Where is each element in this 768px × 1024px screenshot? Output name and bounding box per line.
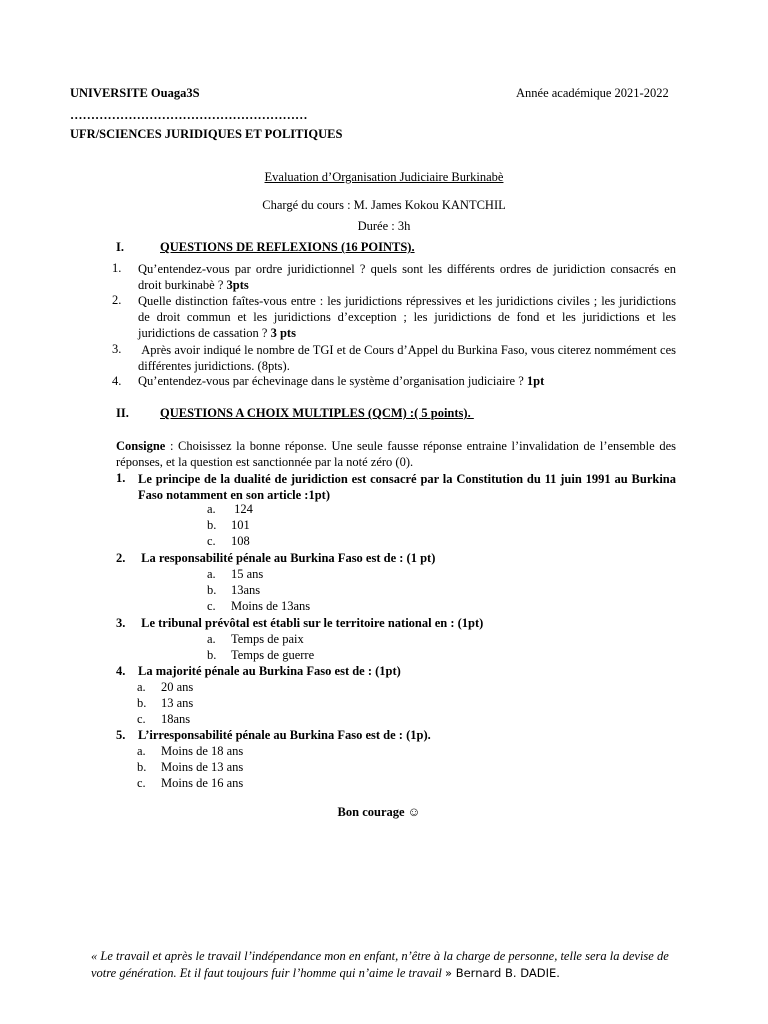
- mcq-1-question: Le principe de la dualité de juridiction est consacré par la Constitution du 11 juin 1991 au Burkina Faso notamment en son article :1pt): [138, 472, 676, 502]
- mcq-3-question: Le tribunal prévôtal est établi sur le territoire national en : (1pt): [138, 616, 484, 630]
- mcq-2-option-b-letter: b.: [207, 583, 217, 597]
- mcq-4-number: 4.: [116, 664, 126, 678]
- instructions-text: : Choisissez la bonne réponse. Une seule fausse réponse entraine l’invalidation de l’ensemble des réponses, et la question est sanctionnée par la noté zéro (0).: [116, 439, 680, 469]
- open-question-3-number: 3.: [112, 342, 122, 356]
- mcq-5-question: L’irresponsabilité pénale au Burkina Faso est de : (1p).: [138, 728, 431, 742]
- quote-text: « Le travail et après le travail l’indépendance mon en enfant, n’être à la charge de personne, telle sera la devise de votre génération. Et il faut toujours fuir l’homme qui n’aime le travail: [91, 949, 672, 980]
- open-question-3: [138, 342, 680, 374]
- mcq-5-option-c: Moins de 16 ans: [161, 776, 244, 790]
- mcq-4-option-c: 18ans: [161, 712, 191, 726]
- mcq-2-option-b: 13ans: [231, 583, 261, 597]
- evaluation-title: Evaluation d’Organisation Judiciaire Burkinabè: [264, 170, 504, 184]
- mcq-4-option-a: 20 ans: [161, 680, 194, 694]
- mcq-4-option-b-letter: b.: [137, 696, 147, 710]
- mcq-4-option-b: 13 ans: [161, 696, 194, 710]
- open-question-4-number: 4.: [112, 374, 122, 388]
- mcq-3-number: 3.: [116, 616, 126, 630]
- mcq-4-question: La majorité pénale au Burkina Faso est de : (1pt): [138, 664, 401, 678]
- open-question-1-text: Qu’entendez-vous par ordre juridictionnel ? quels sont les différents ordres de juridiction consacrés en droit burkinabè ?: [138, 262, 676, 292]
- mcq-1-option-b-letter: b.: [207, 518, 217, 532]
- dotted-separator: …………………………………………………: [70, 108, 308, 122]
- open-question-1: [138, 261, 676, 293]
- mcq-3-option-b: Temps de guerre: [231, 648, 315, 662]
- mcq-4-option-c-letter: c.: [137, 712, 146, 726]
- section-2-number: II.: [116, 406, 129, 420]
- ufr-name: UFR/SCIENCES JURIDIQUES ET POLITIQUES: [70, 127, 343, 141]
- mcq-1-option-b: 101: [231, 518, 250, 532]
- lecturer-line: Chargé du cours : M. James Kokou KANTCHIL: [262, 198, 506, 212]
- mcq-1-number: 1.: [116, 471, 126, 485]
- university-name: UNIVERSITE Ouaga3S: [70, 86, 200, 100]
- closing-message: Bon courage ☺: [337, 805, 421, 819]
- mcq-2-option-a-letter: a.: [207, 567, 216, 581]
- academic-year: Année académique 2021-2022: [516, 86, 669, 100]
- mcq-5-option-b: Moins de 13 ans: [161, 760, 244, 774]
- open-question-2-points: 3 pts: [270, 326, 296, 340]
- mcq-2-option-c-letter: c.: [207, 599, 216, 613]
- instructions-label: Consigne: [116, 439, 166, 453]
- mcq-5-number: 5.: [116, 728, 126, 742]
- mcq-1-option-c-letter: c.: [207, 534, 216, 548]
- mcq-5-option-c-letter: c.: [137, 776, 146, 790]
- open-question-2-text: Quelle distinction faîtes-vous entre : les juridictions répressives et les juridictions civiles ; les juridictions de droit commun et les juridictions d’exception ; les juridictions de fond et les juridictions et les juridictions de cassation ?: [138, 294, 676, 340]
- instructions: [116, 438, 680, 470]
- open-question-1-points: 3pts: [226, 278, 249, 292]
- open-question-4: [138, 374, 676, 389]
- mcq-3-option-a-letter: a.: [207, 632, 216, 646]
- open-question-4-points: 1pt: [526, 374, 545, 388]
- mcq-3-option-a: Temps de paix: [231, 632, 304, 646]
- mcq-5-option-b-letter: b.: [137, 760, 147, 774]
- mcq-4-option-a-letter: a.: [137, 680, 146, 694]
- mcq-2-question: La responsabilité pénale au Burkina Faso est de : (1 pt): [138, 551, 436, 565]
- open-question-2-number: 2.: [112, 293, 122, 307]
- mcq-5-option-a-letter: a.: [137, 744, 146, 758]
- mcq-2-number: 2.: [116, 551, 126, 565]
- mcq-2-option-c: Moins de 13ans: [231, 599, 311, 613]
- quote-author: » Bernard B. DADIE.: [445, 966, 560, 980]
- open-question-1-number: 1.: [112, 261, 122, 275]
- open-question-4-text: Qu’entendez-vous par échevinage dans le système d’organisation judiciaire ?: [138, 374, 524, 388]
- closing-quote: [91, 948, 681, 982]
- mcq-3-option-b-letter: b.: [207, 648, 217, 662]
- section-1-heading: QUESTIONS DE REFLEXIONS (16 POINTS).: [160, 240, 415, 254]
- section-1-number: I.: [116, 240, 124, 254]
- open-question-2: [138, 293, 676, 341]
- mcq-1-option-a-letter: a.: [207, 502, 216, 516]
- duration-line: Durée : 3h: [357, 219, 411, 233]
- mcq-1-option-c: 108: [231, 534, 250, 548]
- mcq-1-option-a: 124: [231, 502, 253, 516]
- section-2-heading: QUESTIONS A CHOIX MULTIPLES (QCM) :( 5 points).: [160, 406, 474, 420]
- mcq-2-option-a: 15 ans: [231, 567, 264, 581]
- open-question-3-text: Après avoir indiqué le nombre de TGI et de Cours d’Appel du Burkina Faso, vous citerez nommément ces différentes juridictions. (8pts).: [138, 343, 680, 373]
- mcq-5-option-a: Moins de 18 ans: [161, 744, 244, 758]
